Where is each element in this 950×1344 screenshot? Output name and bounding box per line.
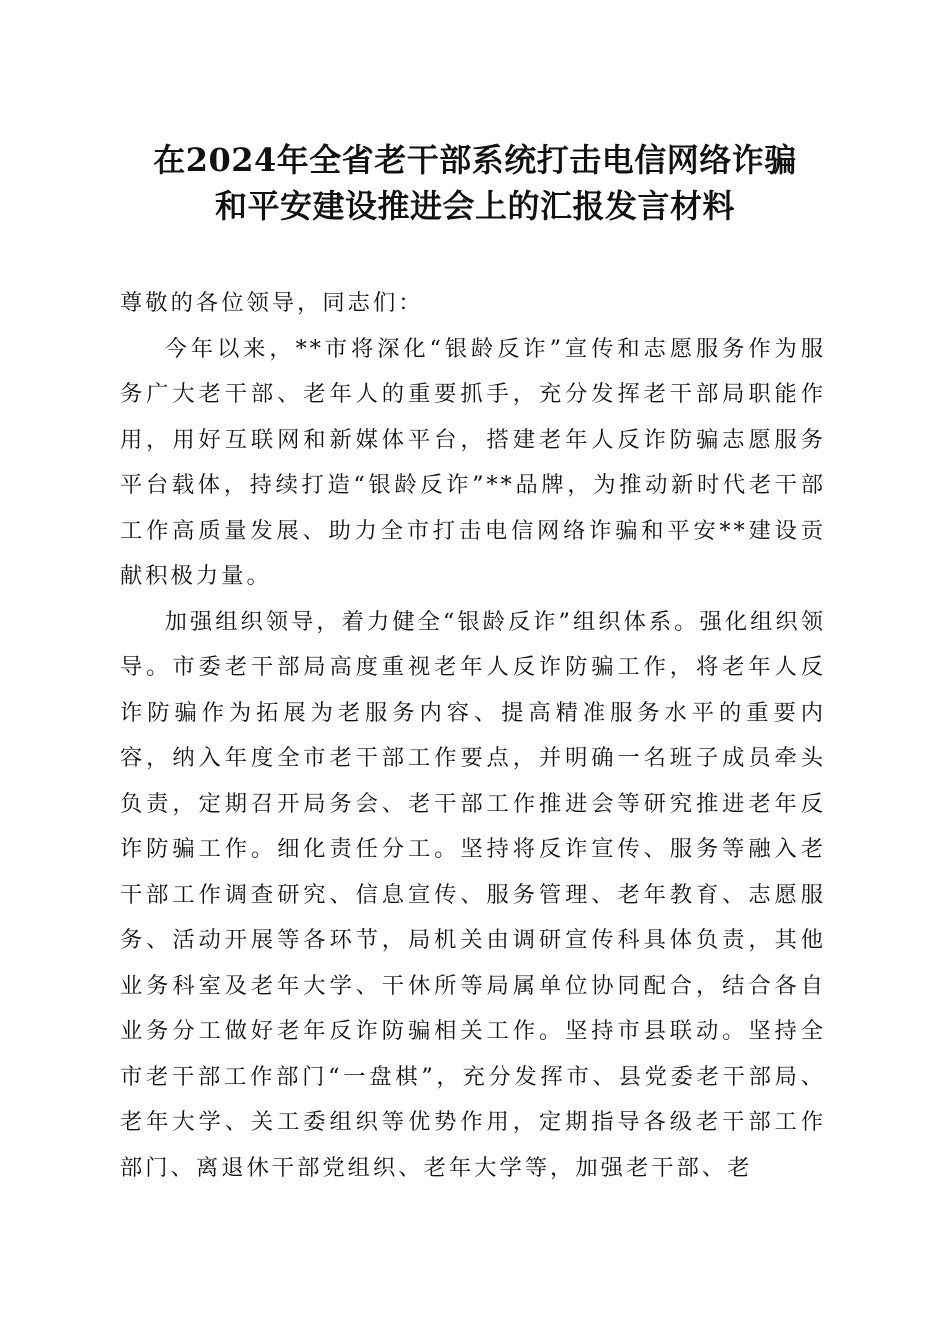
paragraph-organization: 加强组织领导，着力健全“银龄反诈”组织体系。强化组织领导。市委老干部局高度重视老年人反诈防骗工作，将老年人反诈防骗作为拓展为老服务内容、提高精准服务水平的重要内容，纳入年度全市老干部工作要点，并明确一名班子成员牵头负责，定期召开局务会、老干部工作推进会等研究推进老年反诈防骗工作。细化责任分工。坚持将反诈宣传、服务等融入老干部工作调查研究、信息宣传、服务管理、老年教育、志愿服务、活动开展等各环节，局机关由调研宣传科具体负责，其他业务科室及老年大学、干休所等局属单位协同配合，结合各自业务分工做好老年反诈防骗相关工作。坚持市县联动。坚持全市老干部工作部门“一盘棋”，充分发挥市、县党委老干部局、老年大学、关工委组织等优势作用，定期指导各级老干部工作部门、离退休干部党组织、老年大学等，加强老干部、老 xyxy=(120,608,826,1181)
document-title xyxy=(100,137,850,229)
paragraph-intro: 今年以来，**市将深化“银龄反诈”宣传和志愿服务作为服务广大老干部、老年人的重要抓手，充分发挥老干部局职能作用，用好互联网和新媒体平台，搭建老年人反诈防骗志愿服务平台载体，持续打造“银龄反诈”**品牌，为推动新时代老干部工作高质量发展、助力全市打击电信网络诈骗和平安**建设贡献积极力量。 xyxy=(120,335,826,589)
title-line-1: 在2024年全省老干部系统打击电信网络诈骗 xyxy=(153,141,797,179)
title-line-2: 和平安建设推进会上的汇报发言材料 xyxy=(214,187,735,225)
document-body xyxy=(120,281,826,1191)
salutation: 尊敬的各位领导，同志们： xyxy=(120,290,424,316)
